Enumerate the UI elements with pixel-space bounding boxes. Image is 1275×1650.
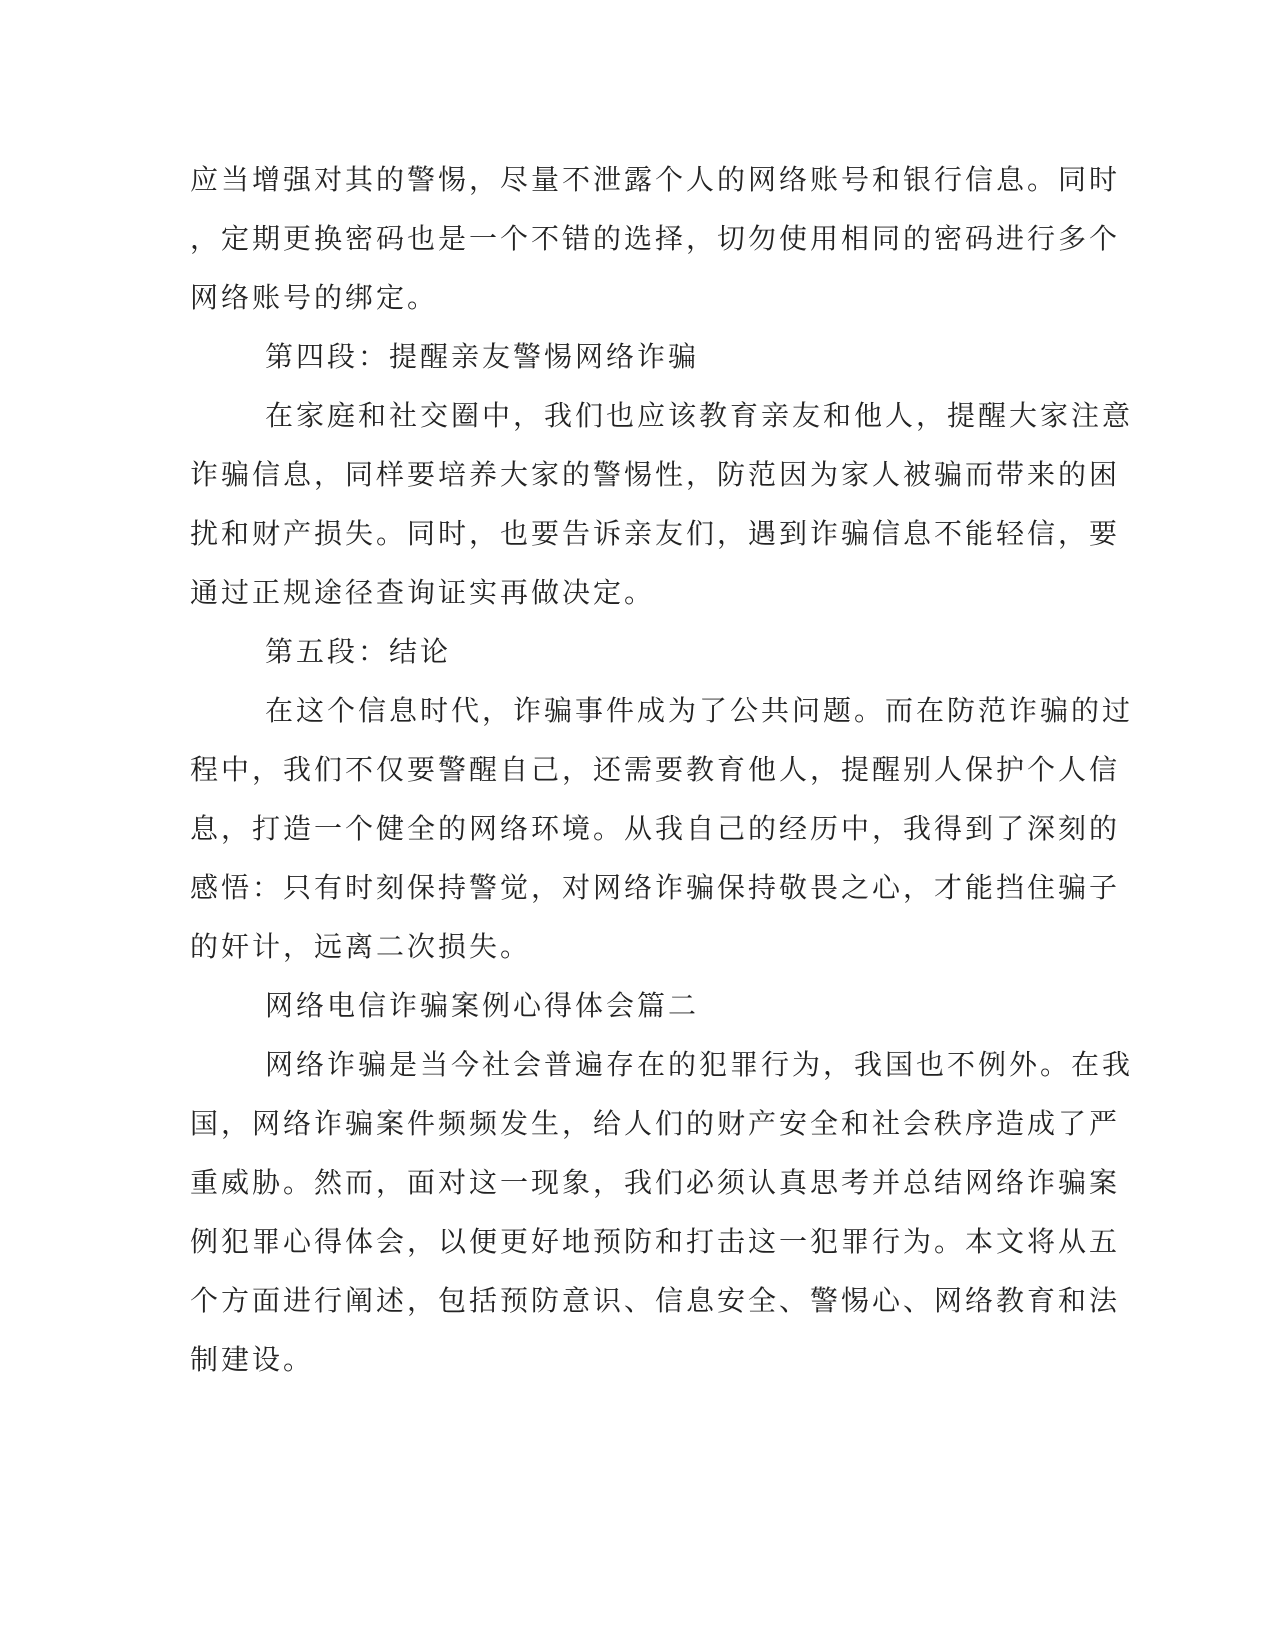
section-heading: 第五段：结论 [265, 635, 452, 668]
text-line: 感悟：只有时刻保持警觉，对网络诈骗保持敬畏之心，才能挡住骗子 [190, 871, 1121, 904]
section-heading: 第四段：提醒亲友警惕网络诈骗 [265, 340, 700, 373]
text-line: 在这个信息时代，诈骗事件成为了公共问题。而在防范诈骗的过 [265, 694, 1134, 727]
text-line: 息，打造一个健全的网络环境。从我自己的经历中，我得到了深刻的 [190, 812, 1121, 845]
section-heading: 网络电信诈骗案例心得体会篇二 [265, 989, 700, 1022]
text-line: 通过正规途径查询证实再做决定。 [190, 576, 656, 609]
text-line: 重威胁。然而，面对这一现象，我们必须认真思考并总结网络诈骗案 [190, 1166, 1121, 1199]
text-line: 应当增强对其的警惕，尽量不泄露个人的网络账号和银行信息。同时 [190, 163, 1121, 196]
text-line: 个方面进行阐述，包括预防意识、信息安全、警惕心、网络教育和法 [190, 1284, 1121, 1317]
text-line: 诈骗信息，同样要培养大家的警惕性，防范因为家人被骗而带来的困 [190, 458, 1121, 491]
text-line: 制建设。 [190, 1343, 315, 1376]
text-line: 程中，我们不仅要警醒自己，还需要教育他人，提醒别人保护个人信 [190, 753, 1121, 786]
text-line: 在家庭和社交圈中，我们也应该教育亲友和他人，提醒大家注意 [265, 399, 1134, 432]
text-line: 扰和财产损失。同时，也要告诉亲友们，遇到诈骗信息不能轻信，要 [190, 517, 1121, 550]
text-line: 网络诈骗是当今社会普遍存在的犯罪行为，我国也不例外。在我 [265, 1048, 1134, 1081]
text-line: 例犯罪心得体会，以便更好地预防和打击这一犯罪行为。本文将从五 [190, 1225, 1121, 1258]
text-line: ，定期更换密码也是一个不错的选择，切勿使用相同的密码进行多个 [190, 222, 1121, 255]
text-line: 网络账号的绑定。 [190, 281, 439, 314]
text-line: 的奸计，远离二次损失。 [190, 930, 532, 963]
text-line: 国，网络诈骗案件频频发生，给人们的财产安全和社会秩序造成了严 [190, 1107, 1121, 1140]
